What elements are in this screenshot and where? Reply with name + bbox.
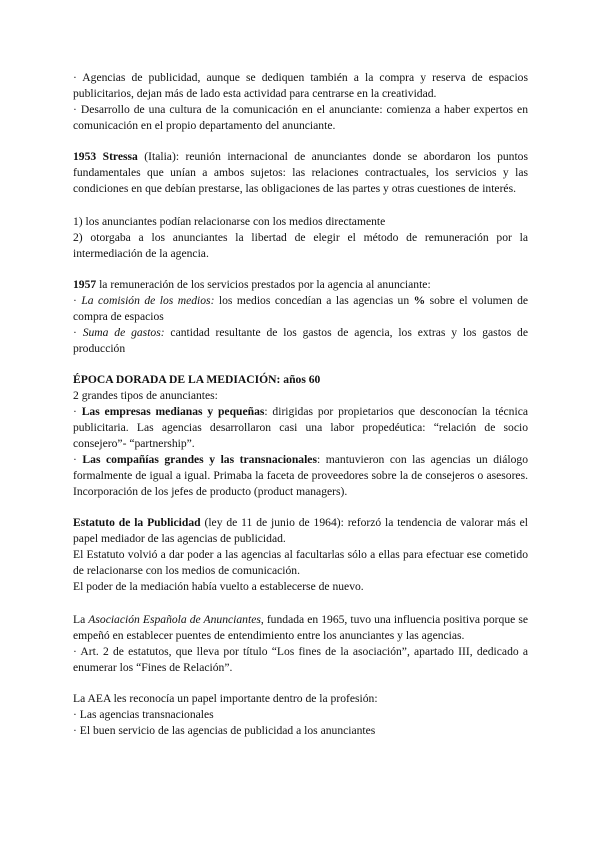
paragraph-estatuto [73, 515, 528, 547]
empresas-label: Las empresas medianas y pequeñas [81, 405, 265, 418]
estatuto-line-3: El poder de la mediación había vuelto a establecerse de nuevo. [73, 580, 364, 593]
text-1957: la remuneración de los servicios prestados por la agencia al anunciante: [96, 278, 431, 291]
bullet-transnacionales [73, 452, 528, 500]
bullet-marker: · [73, 294, 82, 307]
comision-text-b: sobre el volumen de compra de espacios [73, 294, 529, 323]
heading-epoca-dorada: ÉPOCA DORADA DE LA MEDIACIÓN: años 60 [73, 373, 321, 386]
transnacionales-label: Las compañías grandes y las transnacionales [82, 453, 317, 466]
stressa-text: (Italia): reunión internacional de anunciantes donde se abordaron los puntos fundamentales que unían a ambos sujetos: las relaciones contractuales, los servicios y las condiciones en que debían prestarse, las obligaciones de las partes y otras cuestiones de interés. [73, 150, 528, 195]
bullet-marker: · [73, 326, 83, 339]
bullet-comision [73, 293, 528, 325]
percent-sign: % [413, 294, 426, 307]
bullet-buen-servicio: · El buen servicio de las agencias de publicidad a los anunciantes [73, 724, 376, 737]
aea-reconocia: La AEA les reconocía un papel importante dentro de la profesión: [73, 692, 378, 705]
comision-label: La comisión de los medios: [81, 294, 215, 307]
stressa-year: 1953 Stressa [73, 150, 138, 163]
year-1957: 1957 [73, 278, 97, 291]
estatuto-line-2: El Estatuto volvió a dar poder a las agencias al facultarlas sólo a ellas para efectuar ese cometido de relacionarse con los medios de comunicación. [73, 548, 528, 577]
paragraph-1957 [73, 277, 528, 293]
tipos-anunciantes: 2 grandes tipos de anunciantes: [73, 389, 218, 402]
estatuto-label: Estatuto de la Publicidad [73, 516, 201, 529]
paragraph-aea [73, 612, 528, 644]
suma-label: Suma de gastos: [82, 326, 165, 339]
paragraph-stressa [73, 149, 528, 197]
aea-name: Asociación Española de Anunciantes [88, 613, 261, 626]
point-2: 2) otorgaba a los anunciantes la libertad de elegir el método de remuneración por la intermediación de la agencia. [73, 231, 528, 260]
document-page [73, 70, 528, 739]
aea-text: , fundada en 1965, tuvo una influencia positiva porque se empeñó en establecer puentes de entendimiento entre los anunciantes y las agencias. [73, 613, 528, 642]
bullet-marker: · [73, 405, 82, 418]
bullet-desarrollo: · Desarrollo de una cultura de la comunicación en el anunciante: comienza a haber expertos en comunicación en el propio departamento del anunciante. [73, 103, 528, 132]
comision-text-a: los medios concedían a las agencias un [214, 294, 414, 307]
bullet-marker: · [73, 453, 83, 466]
suma-text: cantidad resultante de los gastos de agencia, los extras y los gastos de producción [73, 326, 528, 355]
transnacionales-text: : mantuvieron con las agencias un diálogo formalmente de igual a igual. Primaba la faceta de proveedores sobre la de consejeros o asesores. Incorporación de los jefes de producto (product managers). [73, 453, 528, 498]
bullet-agencias: · Agencias de publicidad, aunque se dediquen también a la compra y reserva de espacios publicitarios, dejan más de lado esta actividad para centrarse en la creatividad. [73, 71, 528, 100]
aea-prefix: La [73, 613, 89, 626]
estatuto-text: (ley de 11 de junio de 1964): reforzó la tendencia de valorar más el papel mediador de las agencias de publicidad. [73, 516, 529, 545]
bullet-transnacionales-list: · Las agencias transnacionales [73, 708, 214, 721]
bullet-art2: · Art. 2 de estatutos, que lleva por título “Los fines de la asociación”, apartado III, dedicado a enumerar los “Fines de Relación”. [73, 645, 528, 674]
bullet-empresas [73, 404, 528, 452]
empresas-text: : dirigidas por propietarios que desconocían la técnica publicitaria. Las agencias desarrollaron casi una labor propedéutica: “relación de socio consejero”- “partnership”. [73, 405, 528, 450]
bullet-suma [73, 325, 528, 357]
point-1: 1) los anunciantes podían relacionarse con los medios directamente [73, 215, 386, 228]
